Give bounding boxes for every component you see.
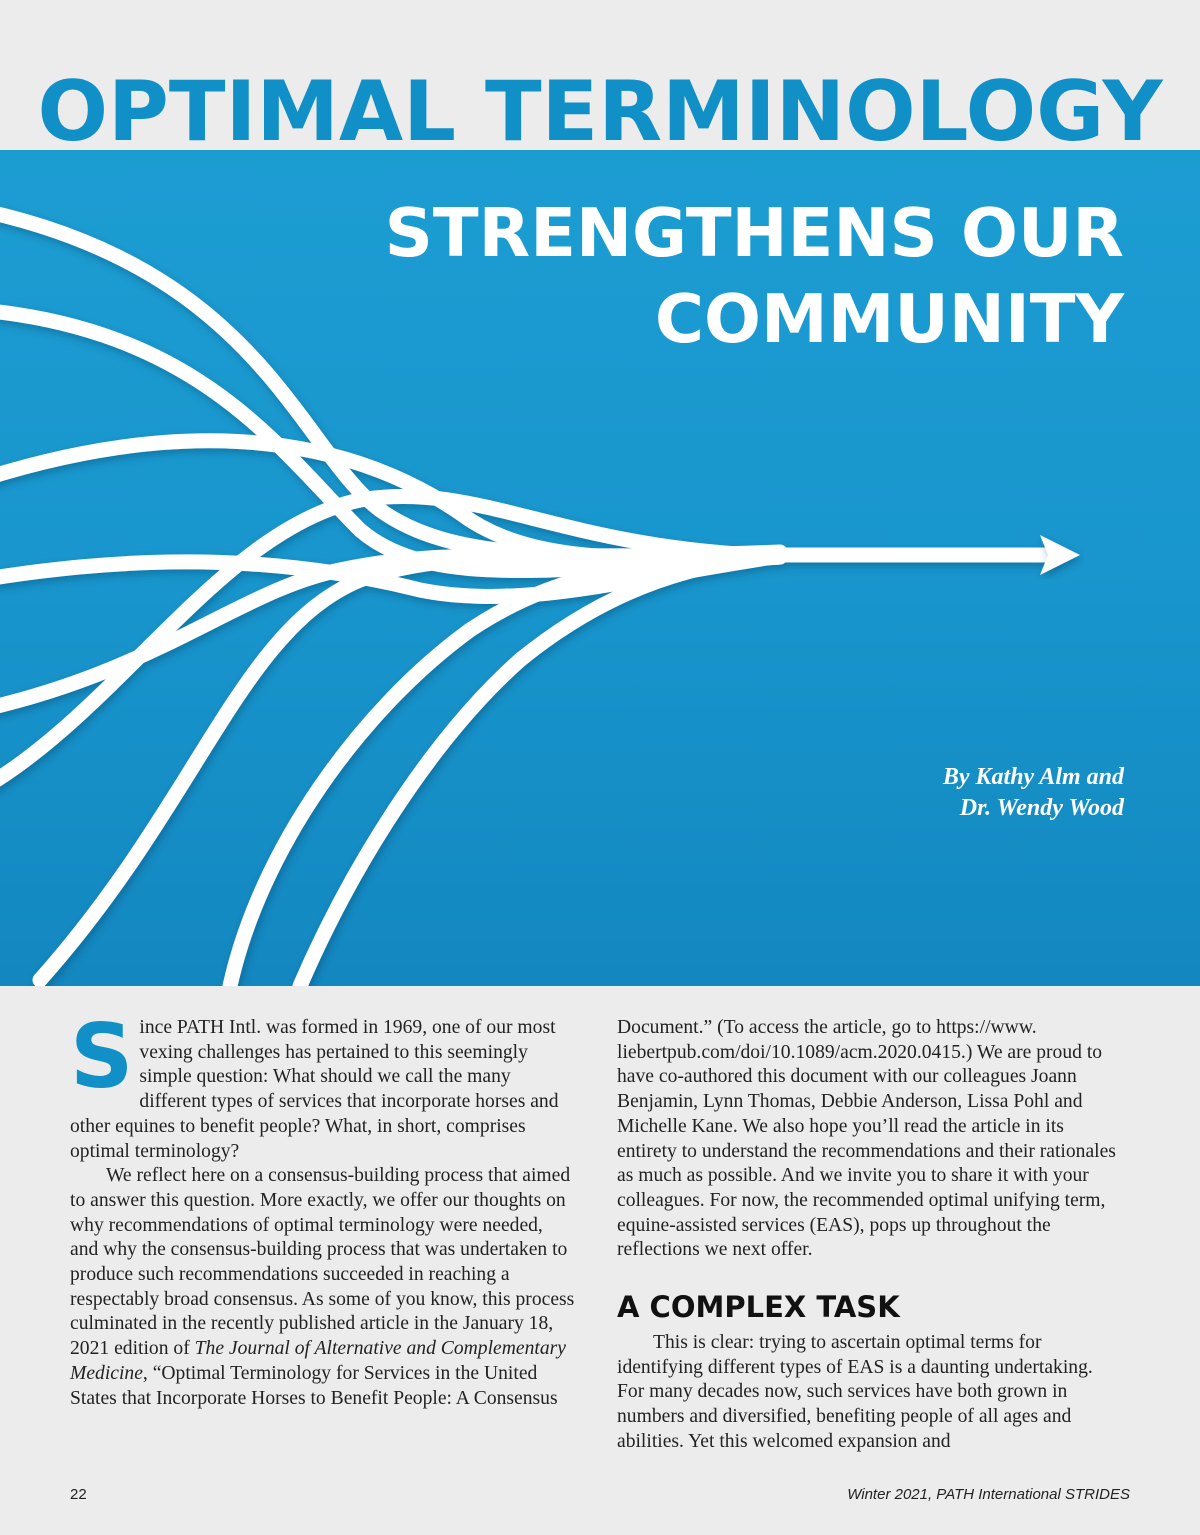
headline-line-2a: STRENGTHENS OUR	[384, 194, 1124, 272]
byline-line-1: By Kathy Alm and	[942, 764, 1124, 790]
page-number: 22	[70, 1486, 87, 1503]
section-heading: A COMPLEX TASK	[617, 1290, 900, 1325]
headline-line-2	[224, 190, 1124, 362]
paragraph-complex-task: This is clear: trying to ascertain optimal terms for identifying different types of EAS is a daunting undertaking. For many decades now, such services have both grown in numbers and diversified, benefiting people of all ages and abilities. Yet this welcomed expansion and	[617, 1332, 1093, 1452]
paragraph-consensus-end: , “Optimal Terminology for Services in the United States that Incorporate Horses to Benefit People: A Consensus	[70, 1362, 558, 1409]
article-column-right	[617, 1016, 1123, 1455]
byline-line-2: Dr. Wendy Wood	[959, 795, 1124, 821]
article-column-left	[70, 1005, 576, 1411]
byline	[724, 762, 1124, 824]
paragraph-intro	[70, 1005, 576, 1164]
paragraph-intro-text: ince PATH Intl. was formed in 1969, one of our most vexing challenges has pertained to this seemingly simple question: What should we call the many different types of services that incorporate horses and other equines to benefit people? What, in short, comprises optimal terminology?	[70, 1017, 559, 1162]
headline-line-1: OPTIMAL TERMINOLOGY	[37, 63, 1163, 160]
paragraph-consensus-start: We reflect here on a consensus-building process that aimed to answer this question. More exactly, we offer our thoughts on why recommendations of optimal terminology were needed, and why the consensus-building process that was undertaken to produce such recommendations succeeded in reaching a respectably broad consensus. As some of you know, this process culminated in the recently published article in the January 18, 2021 edition of	[70, 1165, 575, 1360]
issue-footer: Winter 2021, PATH International STRIDES	[847, 1486, 1130, 1503]
drop-cap: S	[70, 1005, 134, 1108]
journal-title: The Journal of Alternative and Complementary Medicine	[70, 1338, 566, 1384]
paragraph-consensus	[70, 1164, 576, 1411]
paragraph-document: Document.” (To access the article, go to https://www. liebertpub.com/doi/10.1089/acm.2020.0415.) We are proud to have co-authored this document with our colleagues Joann Benjamin, Lynn Thomas, Debbie Anderson, Lissa Pohl and Michelle Kane. We also hope you’ll read the article in its entirety to understand the recommendations and their rationales as much as possible. And we invite you to share it with your colleagues. For now, the recommended optimal unifying term, equine-assisted services (EAS), pops up throughout the reflections we next offer.	[617, 1017, 1116, 1261]
headline-line-2b: COMMUNITY	[654, 280, 1124, 358]
